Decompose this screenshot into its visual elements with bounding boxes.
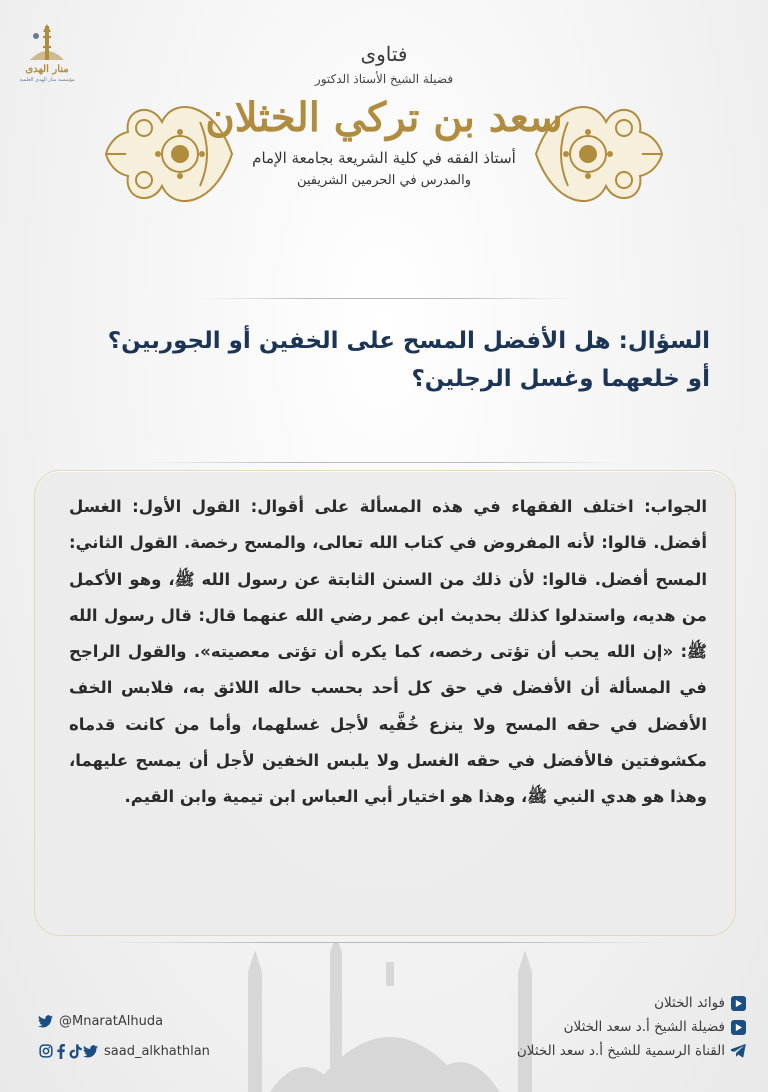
header-divider [200, 298, 570, 299]
footer-channels [446, 992, 746, 1064]
answer-card [34, 470, 736, 936]
youtube-channel-2[interactable]: فضيلة الشيخ أ.د سعد الخثلان [563, 1019, 725, 1035]
youtube-row-2[interactable] [446, 1016, 746, 1038]
facebook-icon[interactable] [53, 1044, 68, 1059]
twitter-row[interactable] [38, 1010, 298, 1032]
question-line2: أو خلعهما وغسل الرجلين؟ [411, 366, 710, 392]
scholar-name: سعد بن تركي الخثلان [205, 94, 563, 141]
footer-divider [100, 942, 670, 943]
telegram-row[interactable] [446, 1040, 746, 1062]
header-title-block [200, 42, 568, 188]
question [70, 322, 710, 398]
answer-text: الجواب: اختلف الفقهاء في هذه المسألة على أقوال: القول الأول: الغسل أفضل. قالوا: لأنه المفروض في كتاب الله تعالى، والمسح رخصة. القول الثاني: المسح أفضل. قالوا: لأن ذلك من السنن الثابتة عن رسول الله ﷺ، وهو الأكمل من هديه، واستدلوا كذلك بحديث ابن عمر رضي الله عنهما قال: قال رسول الله ﷺ: «إن الله يحب أن تؤتى رخصه، كما يكره أن تؤتى معصيته». والقول الراجح في المسألة أن الأفضل في حق كل أحد بحسب حاله اللائق به، فلابس الخف الأفضل في حقه المسح ولا ينزع خُفَّيه لأجل غسلهما، وأما من كانت قدماه مكشوفتين فالأفضل في حقه الغسل ولا يلبس الخفين لأجل أن يمسح عليهما، وهذا هو هدي النبي ﷺ، وهذا هو اختيار أبي العباس ابن تيمية وابن القيم. [69, 497, 707, 807]
scholar-role-line1: أستاذ الفقه في كلية الشريعة بجامعة الإمام [252, 149, 516, 167]
minaret-logo-icon [24, 22, 70, 66]
twitter-icon[interactable] [38, 1014, 53, 1029]
social-row [38, 1040, 298, 1062]
twitter-handle[interactable]: @MnaratAlhuda [59, 1013, 164, 1029]
header-title: فتاوى [360, 42, 408, 66]
telegram-channel[interactable]: القناة الرسمية للشيخ أ.د سعد الخثلان [516, 1043, 725, 1059]
social-handle[interactable]: saad_alkhathlan [104, 1043, 210, 1059]
question-line1: السؤال: هل الأفضل المسح على الخفين أو الجوربين؟ [107, 328, 710, 354]
youtube-row-1[interactable] [446, 992, 746, 1014]
telegram-icon[interactable] [731, 1044, 746, 1059]
tiktok-icon[interactable] [68, 1044, 83, 1059]
twitter-icon[interactable] [83, 1044, 98, 1059]
header-honorific: فضيلة الشيخ الأستاذ الدكتور [314, 72, 454, 86]
instagram-icon[interactable] [38, 1044, 53, 1059]
logo-subtitle: مؤسسة منار الهدى العلمية [19, 77, 75, 83]
footer-social [38, 1010, 298, 1064]
logo-name: منار الهدى [25, 64, 69, 75]
youtube-icon[interactable] [731, 996, 746, 1011]
brand-logo [16, 22, 78, 84]
youtube-channel-1[interactable]: فوائد الخثلان [654, 995, 725, 1011]
scholar-role-line2: والمدرس في الحرمين الشريفين [296, 173, 472, 188]
question-divider [150, 462, 620, 463]
youtube-icon[interactable] [731, 1020, 746, 1035]
